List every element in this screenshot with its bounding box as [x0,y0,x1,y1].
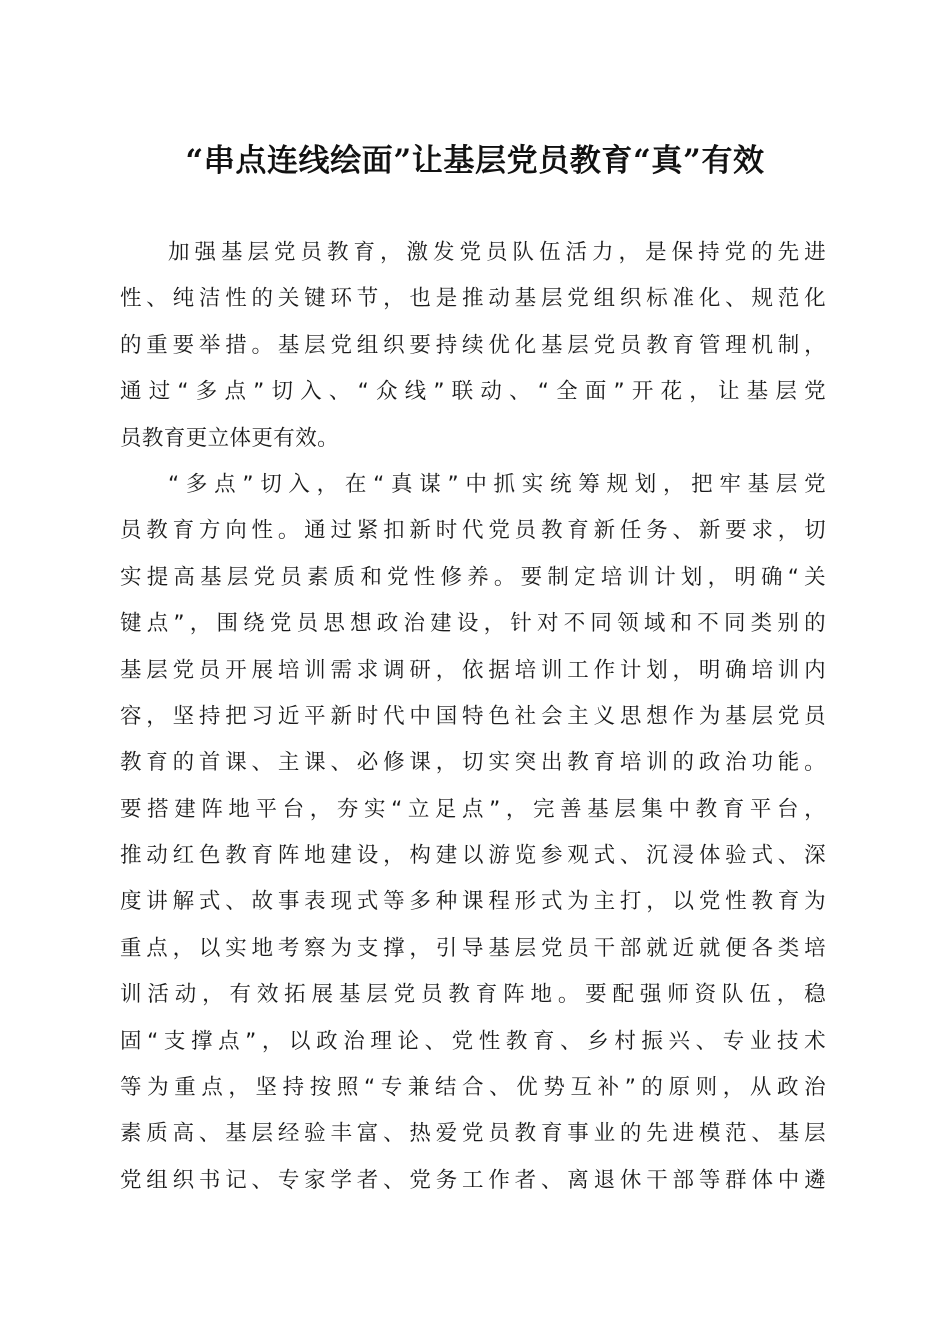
paragraph-2-line-5: 基层党员开展培训需求调研，依据培训工作计划，明确培训内 [120,657,826,683]
paragraph-2-line-10: 度讲解式、故事表现式等多种课程形式为主打，以党性教育为 [120,889,826,915]
paragraph-1-line-4: 通过“多点”切入、“众线”联动、“全面”开花，让基层党 [120,379,826,405]
paragraph-2-line-11: 重点，以实地考察为支撑，引导基层党员干部就近就便各类培 [120,935,826,961]
paragraph-1-line-1: 加强基层党员教育，激发党员队伍活力，是保持党的先进 [168,240,826,265]
paragraph-2-line-15: 素质高、基层经验丰富、热爱党员教育事业的先进模范、基层 [120,1121,826,1147]
paragraph-2-line-9: 推动红色教育阵地建设，构建以游览参观式、沉浸体验式、深 [120,843,826,869]
paragraph-2-line-7: 教育的首课、主课、必修课，切实突出教育培训的政治功能。 [120,750,826,776]
paragraph-2-line-6: 容，坚持把习近平新时代中国特色社会主义思想作为基层党员 [120,703,826,729]
paragraph-2-line-14: 等为重点，坚持按照“专兼结合、优势互补”的原则，从政治 [120,1075,826,1101]
document-title: “串点连线绘面”让基层党员教育“真”有效 [185,143,765,179]
paragraph-2-line-2: 员教育方向性。通过紧扣新时代党员教育新任务、新要求，切 [120,518,826,544]
document-body [120,230,826,1204]
paragraph-2-line-1: “多点”切入，在“真谋”中抓实统筹规划，把牢基层党 [168,471,826,497]
paragraph-2-line-8: 要搭建阵地平台，夯实“立足点”，完善基层集中教育平台， [120,796,826,822]
paragraph-2-line-12: 训活动，有效拓展基层党员教育阵地。要配强师资队伍，稳 [120,982,826,1008]
paragraph-2-line-16: 党组织书记、专家学者、党务工作者、离退休干部等群体中遴 [120,1167,826,1193]
paragraph-1-line-3: 的重要举措。基层党组织要持续优化基层党员教育管理机制， [120,332,826,358]
paragraph-2-line-4: 键点”，围绕党员思想政治建设，针对不同领域和不同类别的 [120,611,826,637]
paragraph-2-line-3: 实提高基层党员素质和党性修养。要制定培训计划，明确“关 [120,564,826,590]
paragraph-2-line-13: 固“支撑点”，以政治理论、党性教育、乡村振兴、专业技术 [120,1028,826,1054]
paragraph-1-line-2: 性、纯洁性的关键环节，也是推动基层党组织标准化、规范化 [120,286,826,312]
paragraph-1-line-5: 员教育更立体更有效。 [120,425,340,451]
